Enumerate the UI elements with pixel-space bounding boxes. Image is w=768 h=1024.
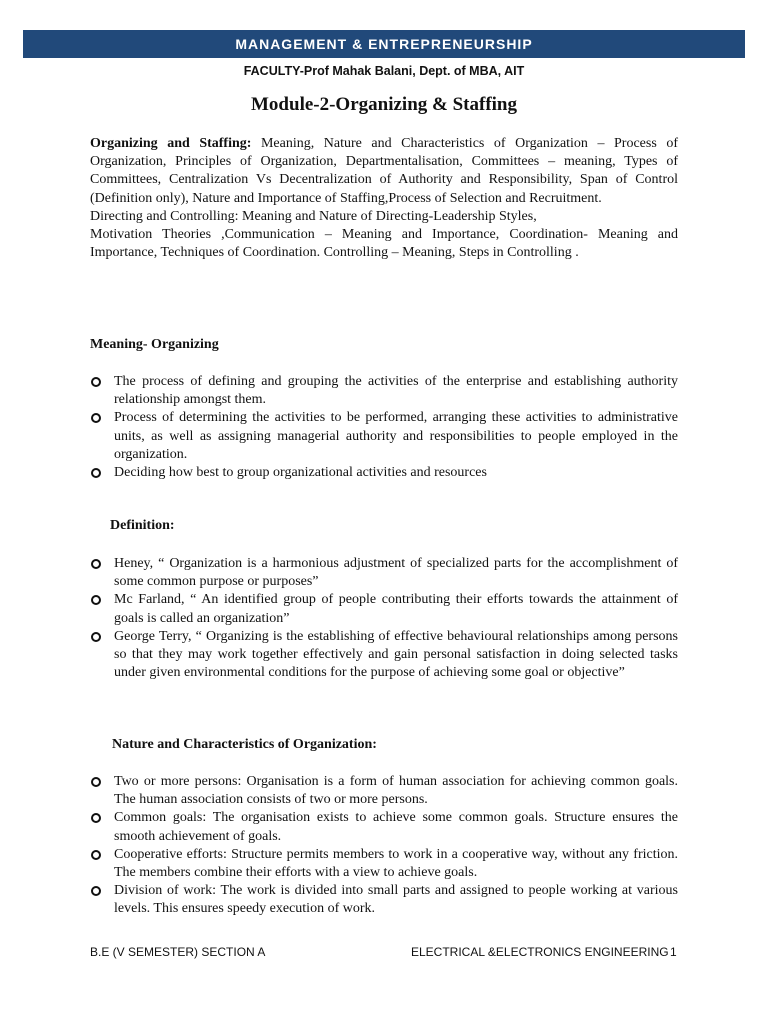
- definition-heading: Definition:: [110, 518, 175, 533]
- list-item: Deciding how best to group organizational activities and resources: [90, 464, 678, 482]
- list-item: Mc Farland, “ An identified group of people contributing their efforts towards the attainment of goals is called an organization”: [90, 591, 678, 627]
- syllabus-lead: Organizing and Staffing:: [90, 136, 252, 151]
- footer-right: ELECTRICAL &ELECTRONICS ENGINEERING: [411, 945, 669, 959]
- list-item: Division of work: The work is divided into small parts and assigned to people working at various levels. This ensures speedy execution of work.: [90, 882, 678, 918]
- list-item: Cooperative efforts: Structure permits members to work in a cooperative way, without any friction. The members combine their efforts with a view to achieve goals.: [90, 846, 678, 882]
- page-number: 1: [670, 945, 677, 959]
- circle-bullet-icon: [91, 377, 101, 387]
- meaning-list: [90, 373, 678, 482]
- circle-bullet-icon: [91, 632, 101, 642]
- circle-bullet-icon: [91, 595, 101, 605]
- module-title: Module-2-Organizing & Staffing: [251, 94, 517, 115]
- syllabus-paragraph: [90, 135, 678, 208]
- list-item: Common goals: The organisation exists to achieve some common goals. Structure ensures the smooth achievement of goals.: [90, 809, 678, 845]
- nature-list: [90, 773, 678, 919]
- meaning-heading: Meaning- Organizing: [90, 337, 219, 352]
- faculty-line: FACULTY-Prof Mahak Balani, Dept. of MBA, AIT: [243, 64, 525, 78]
- list-item: George Terry, “ Organizing is the establishing of effective behavioural relationships among persons so that they may work together effectively and gain personal satisfaction in doing selected tasks under given environmental conditions for the purpose of achieving some goal or objective”: [90, 628, 678, 683]
- list-item: The process of defining and grouping the activities of the enterprise and establishing authority relationship amongst them.: [90, 373, 678, 409]
- circle-bullet-icon: [91, 559, 101, 569]
- circle-bullet-icon: [91, 777, 101, 787]
- course-banner: MANAGEMENT & ENTREPRENEURSHIP: [23, 30, 745, 58]
- list-item: Heney, “ Organization is a harmonious adjustment of specialized parts for the accomplishment of some common purpose or purposes”: [90, 555, 678, 591]
- nature-heading: Nature and Characteristics of Organization:: [112, 737, 377, 752]
- list-item: Two or more persons: Organisation is a form of human association for achieving common goals. The human association consists of two or more persons.: [90, 773, 678, 809]
- syllabus-block: [90, 135, 678, 262]
- definition-list: [90, 555, 678, 682]
- footer-left: B.E (V SEMESTER) SECTION A: [90, 945, 266, 959]
- circle-bullet-icon: [91, 886, 101, 896]
- syllabus-line-directing: Directing and Controlling: Meaning and Nature of Directing-Leadership Styles,: [90, 208, 537, 224]
- list-item: Process of determining the activities to be performed, arranging these activities to administrative units, as well as assigning managerial authority and responsibilities to people employed in the organization.: [90, 409, 678, 464]
- circle-bullet-icon: [91, 468, 101, 478]
- circle-bullet-icon: [91, 850, 101, 860]
- circle-bullet-icon: [91, 813, 101, 823]
- syllabus-line-motivation: Motivation Theories ,Communication – Meaning and Importance, Coordination- Meaning and Importance, Techniques of Coordination. Controlling – Meaning, Steps in Controlling .: [90, 227, 678, 261]
- circle-bullet-icon: [91, 413, 101, 423]
- syllabus-text: Meaning, Nature and Characteristics of Organization – Process of Organization, Principles of Organization, Departmentalisation, Committees – meaning, Types of Committees, Centralization Vs Decentralization of Authority and Responsibility, Span of Control (Definition only), Nature and Importance of Staffing,Process of Selection and Recruitment.: [90, 136, 678, 206]
